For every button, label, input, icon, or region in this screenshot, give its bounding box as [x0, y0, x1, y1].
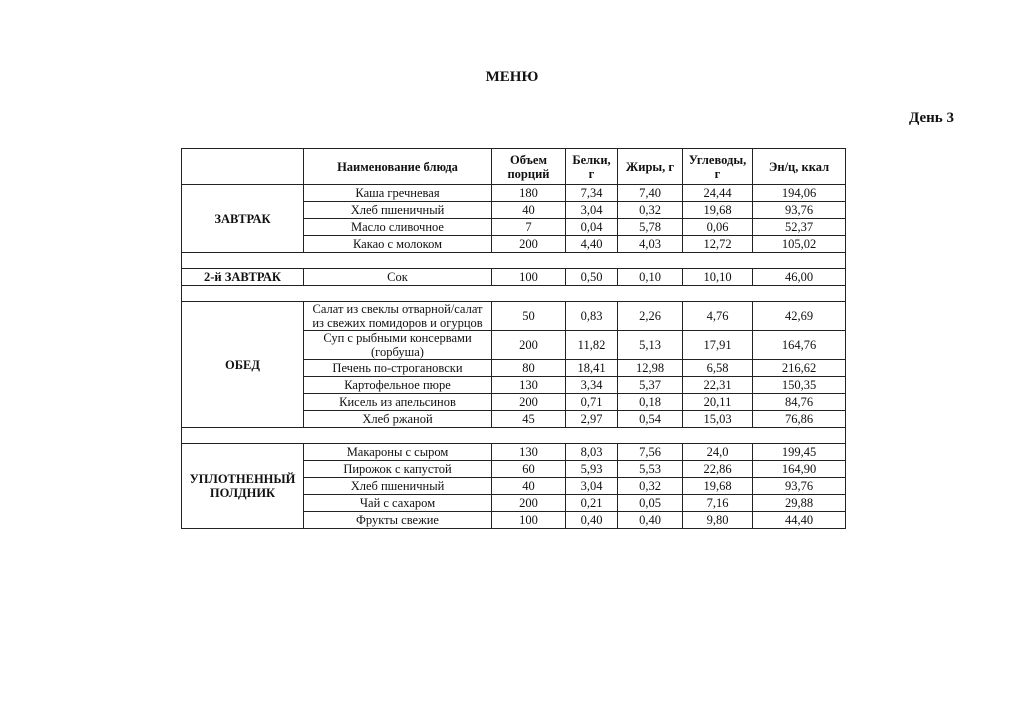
carbs-cell: 4,76: [683, 302, 753, 331]
protein-cell: 0,21: [566, 495, 618, 512]
protein-cell: 3,04: [566, 202, 618, 219]
energy-cell: 216,62: [753, 360, 846, 377]
protein-cell: 0,40: [566, 512, 618, 529]
portion-cell: 200: [492, 236, 566, 253]
carbs-cell: 0,06: [683, 219, 753, 236]
protein-cell: 0,04: [566, 219, 618, 236]
table-row: [182, 302, 846, 331]
portion-cell: 130: [492, 444, 566, 461]
protein-cell: 0,83: [566, 302, 618, 331]
protein-cell: 4,40: [566, 236, 618, 253]
dish-cell: Пирожок с капустой: [304, 461, 492, 478]
dish-cell: Какао с молоком: [304, 236, 492, 253]
carbs-cell: 19,68: [683, 478, 753, 495]
carbs-cell: 19,68: [683, 202, 753, 219]
dish-cell: Каша гречневая: [304, 185, 492, 202]
fat-cell: 5,13: [618, 331, 683, 360]
fat-cell: 0,54: [618, 411, 683, 428]
portion-cell: 45: [492, 411, 566, 428]
carbs-cell: 24,0: [683, 444, 753, 461]
protein-cell: 3,04: [566, 478, 618, 495]
energy-cell: 93,76: [753, 202, 846, 219]
portion-cell: 200: [492, 495, 566, 512]
dish-cell: Масло сливочное: [304, 219, 492, 236]
header-meal: [182, 149, 304, 185]
energy-cell: 105,02: [753, 236, 846, 253]
fat-cell: 0,05: [618, 495, 683, 512]
energy-cell: 42,69: [753, 302, 846, 331]
energy-cell: 93,76: [753, 478, 846, 495]
spacer-cell: [182, 428, 846, 444]
carbs-cell: 6,58: [683, 360, 753, 377]
meal-cell: ОБЕД: [182, 302, 304, 428]
menu-table: [181, 148, 846, 529]
portion-cell: 130: [492, 377, 566, 394]
fat-cell: 7,40: [618, 185, 683, 202]
spacer-row: [182, 428, 846, 444]
portion-cell: 60: [492, 461, 566, 478]
protein-cell: 18,41: [566, 360, 618, 377]
dish-cell: Чай с сахаром: [304, 495, 492, 512]
spacer-cell: [182, 253, 846, 269]
page-title: МЕНЮ: [485, 69, 539, 85]
fat-cell: 0,32: [618, 202, 683, 219]
fat-cell: 0,10: [618, 269, 683, 286]
dish-cell: Салат из свеклы отварной/салат из свежих помидоров и огурцов: [304, 302, 492, 331]
carbs-cell: 7,16: [683, 495, 753, 512]
carbs-cell: 10,10: [683, 269, 753, 286]
carbs-cell: 15,03: [683, 411, 753, 428]
spacer-row: [182, 253, 846, 269]
spacer-cell: [182, 286, 846, 302]
table-row: [182, 185, 846, 202]
fat-cell: 7,56: [618, 444, 683, 461]
header-dish: Наименование блюда: [304, 149, 492, 185]
dish-cell: Кисель из апельсинов: [304, 394, 492, 411]
energy-cell: 150,35: [753, 377, 846, 394]
menu-body: [182, 185, 846, 529]
header-portion: Объем порций: [492, 149, 566, 185]
fat-cell: 5,78: [618, 219, 683, 236]
protein-cell: 0,50: [566, 269, 618, 286]
protein-cell: 7,34: [566, 185, 618, 202]
dish-cell: Картофельное пюре: [304, 377, 492, 394]
dish-cell: Сок: [304, 269, 492, 286]
energy-cell: 52,37: [753, 219, 846, 236]
protein-cell: 3,34: [566, 377, 618, 394]
protein-cell: 2,97: [566, 411, 618, 428]
fat-cell: 0,18: [618, 394, 683, 411]
portion-cell: 100: [492, 269, 566, 286]
meal-cell: УПЛОТНЕННЫЙ ПОЛДНИК: [182, 444, 304, 529]
portion-cell: 7: [492, 219, 566, 236]
energy-cell: 84,76: [753, 394, 846, 411]
spacer-row: [182, 286, 846, 302]
fat-cell: 2,26: [618, 302, 683, 331]
dish-cell: Хлеб ржаной: [304, 411, 492, 428]
carbs-cell: 12,72: [683, 236, 753, 253]
fat-cell: 12,98: [618, 360, 683, 377]
protein-cell: 0,71: [566, 394, 618, 411]
dish-cell: Печень по-строгановски: [304, 360, 492, 377]
header-energy: Эн/ц, ккал: [753, 149, 846, 185]
dish-cell: Хлеб пшеничный: [304, 202, 492, 219]
carbs-cell: 22,31: [683, 377, 753, 394]
day-label: День 3: [909, 110, 954, 126]
portion-cell: 180: [492, 185, 566, 202]
portion-cell: 100: [492, 512, 566, 529]
energy-cell: 199,45: [753, 444, 846, 461]
portion-cell: 40: [492, 478, 566, 495]
fat-cell: 0,40: [618, 512, 683, 529]
protein-cell: 11,82: [566, 331, 618, 360]
table-row: [182, 269, 846, 286]
dish-cell: Фрукты свежие: [304, 512, 492, 529]
portion-cell: 200: [492, 394, 566, 411]
portion-cell: 50: [492, 302, 566, 331]
energy-cell: 194,06: [753, 185, 846, 202]
portion-cell: 200: [492, 331, 566, 360]
energy-cell: 164,90: [753, 461, 846, 478]
header-row: [182, 149, 846, 185]
portion-cell: 80: [492, 360, 566, 377]
table-row: [182, 444, 846, 461]
fat-cell: 5,53: [618, 461, 683, 478]
header-fat: Жиры, г: [618, 149, 683, 185]
carbs-cell: 24,44: [683, 185, 753, 202]
dish-cell: Суп с рыбными консервами (горбуша): [304, 331, 492, 360]
meal-cell: 2-й ЗАВТРАК: [182, 269, 304, 286]
fat-cell: 0,32: [618, 478, 683, 495]
protein-cell: 8,03: [566, 444, 618, 461]
header-carbs: Углеводы, г: [683, 149, 753, 185]
carbs-cell: 9,80: [683, 512, 753, 529]
energy-cell: 46,00: [753, 269, 846, 286]
header-protein: Белки, г: [566, 149, 618, 185]
fat-cell: 5,37: [618, 377, 683, 394]
carbs-cell: 22,86: [683, 461, 753, 478]
energy-cell: 44,40: [753, 512, 846, 529]
dish-cell: Макароны с сыром: [304, 444, 492, 461]
energy-cell: 164,76: [753, 331, 846, 360]
dish-cell: Хлеб пшеничный: [304, 478, 492, 495]
meal-cell: ЗАВТРАК: [182, 185, 304, 253]
carbs-cell: 17,91: [683, 331, 753, 360]
energy-cell: 76,86: [753, 411, 846, 428]
carbs-cell: 20,11: [683, 394, 753, 411]
fat-cell: 4,03: [618, 236, 683, 253]
portion-cell: 40: [492, 202, 566, 219]
energy-cell: 29,88: [753, 495, 846, 512]
protein-cell: 5,93: [566, 461, 618, 478]
